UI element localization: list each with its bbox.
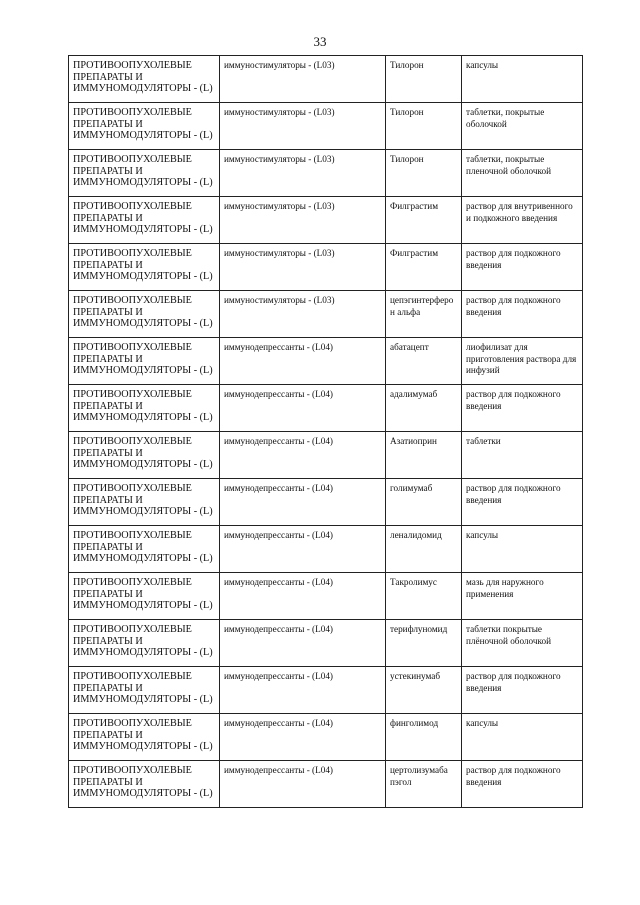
group-cell: ПРОТИВООПУХОЛЕВЫЕ ПРЕПАРАТЫ И ИММУНОМОДУЛЯТОРЫ - (L): [69, 385, 220, 432]
drug-name-cell: цертолизумаба пэгол: [386, 761, 462, 808]
drug-name-cell: голимумаб: [386, 479, 462, 526]
page-number: 33: [313, 34, 327, 49]
group-cell: ПРОТИВООПУХОЛЕВЫЕ ПРЕПАРАТЫ И ИММУНОМОДУЛЯТОРЫ - (L): [69, 432, 220, 479]
subgroup-cell: иммуностимуляторы - (L03): [220, 150, 386, 197]
table-row: [69, 244, 583, 291]
dosage-form-cell: капсулы: [462, 714, 583, 761]
group-cell: ПРОТИВООПУХОЛЕВЫЕ ПРЕПАРАТЫ И ИММУНОМОДУЛЯТОРЫ - (L): [69, 714, 220, 761]
subgroup-cell: иммуностимуляторы - (L03): [220, 56, 386, 103]
dosage-form-cell: капсулы: [462, 56, 583, 103]
dosage-form-cell: таблетки, покрытые оболочкой: [462, 103, 583, 150]
dosage-form-cell: раствор для подкожного введения: [462, 479, 583, 526]
dosage-form-cell: раствор для подкожного введения: [462, 667, 583, 714]
subgroup-cell: иммуностимуляторы - (L03): [220, 197, 386, 244]
subgroup-cell: иммунодепрессанты - (L04): [220, 385, 386, 432]
group-cell: ПРОТИВООПУХОЛЕВЫЕ ПРЕПАРАТЫ И ИММУНОМОДУЛЯТОРЫ - (L): [69, 150, 220, 197]
dosage-form-cell: капсулы: [462, 526, 583, 573]
table-row: [69, 714, 583, 761]
table-row: [69, 197, 583, 244]
subgroup-cell: иммунодепрессанты - (L04): [220, 667, 386, 714]
dosage-form-cell: раствор для подкожного введения: [462, 385, 583, 432]
table-row: [69, 667, 583, 714]
drug-name-cell: терифлуномид: [386, 620, 462, 667]
drug-name-cell: Азатиоприн: [386, 432, 462, 479]
drug-name-cell: устекинумаб: [386, 667, 462, 714]
table-row: [69, 103, 583, 150]
drug-table: [68, 55, 583, 808]
group-cell: ПРОТИВООПУХОЛЕВЫЕ ПРЕПАРАТЫ И ИММУНОМОДУЛЯТОРЫ - (L): [69, 761, 220, 808]
group-cell: ПРОТИВООПУХОЛЕВЫЕ ПРЕПАРАТЫ И ИММУНОМОДУЛЯТОРЫ - (L): [69, 338, 220, 385]
subgroup-cell: иммуностимуляторы - (L03): [220, 244, 386, 291]
table-row: [69, 526, 583, 573]
subgroup-cell: иммунодепрессанты - (L04): [220, 479, 386, 526]
group-cell: ПРОТИВООПУХОЛЕВЫЕ ПРЕПАРАТЫ И ИММУНОМОДУЛЯТОРЫ - (L): [69, 244, 220, 291]
subgroup-cell: иммунодепрессанты - (L04): [220, 338, 386, 385]
group-cell: ПРОТИВООПУХОЛЕВЫЕ ПРЕПАРАТЫ И ИММУНОМОДУЛЯТОРЫ - (L): [69, 56, 220, 103]
dosage-form-cell: раствор для внутривенного и подкожного введения: [462, 197, 583, 244]
dosage-form-cell: раствор для подкожного введения: [462, 291, 583, 338]
dosage-form-cell: таблетки: [462, 432, 583, 479]
subgroup-cell: иммунодепрессанты - (L04): [220, 620, 386, 667]
subgroup-cell: иммунодепрессанты - (L04): [220, 432, 386, 479]
drug-name-cell: финголимод: [386, 714, 462, 761]
drug-name-cell: леналидомид: [386, 526, 462, 573]
subgroup-cell: иммунодепрессанты - (L04): [220, 714, 386, 761]
dosage-form-cell: мазь для наружного применения: [462, 573, 583, 620]
group-cell: ПРОТИВООПУХОЛЕВЫЕ ПРЕПАРАТЫ И ИММУНОМОДУЛЯТОРЫ - (L): [69, 291, 220, 338]
drug-name-cell: Филграстим: [386, 197, 462, 244]
subgroup-cell: иммунодепрессанты - (L04): [220, 526, 386, 573]
table-row: [69, 620, 583, 667]
drug-name-cell: адалимумаб: [386, 385, 462, 432]
drug-name-cell: Филграстим: [386, 244, 462, 291]
table-row: [69, 479, 583, 526]
drug-name-cell: абатацепт: [386, 338, 462, 385]
table-row: [69, 761, 583, 808]
table-row: [69, 432, 583, 479]
dosage-form-cell: раствор для подкожного введения: [462, 244, 583, 291]
group-cell: ПРОТИВООПУХОЛЕВЫЕ ПРЕПАРАТЫ И ИММУНОМОДУЛЯТОРЫ - (L): [69, 620, 220, 667]
group-cell: ПРОТИВООПУХОЛЕВЫЕ ПРЕПАРАТЫ И ИММУНОМОДУЛЯТОРЫ - (L): [69, 103, 220, 150]
group-cell: ПРОТИВООПУХОЛЕВЫЕ ПРЕПАРАТЫ И ИММУНОМОДУЛЯТОРЫ - (L): [69, 667, 220, 714]
table-row: [69, 56, 583, 103]
group-cell: ПРОТИВООПУХОЛЕВЫЕ ПРЕПАРАТЫ И ИММУНОМОДУЛЯТОРЫ - (L): [69, 479, 220, 526]
table-row: [69, 573, 583, 620]
drug-name-cell: Тилорон: [386, 150, 462, 197]
table-row: [69, 385, 583, 432]
group-cell: ПРОТИВООПУХОЛЕВЫЕ ПРЕПАРАТЫ И ИММУНОМОДУЛЯТОРЫ - (L): [69, 526, 220, 573]
table-row: [69, 150, 583, 197]
subgroup-cell: иммуностимуляторы - (L03): [220, 291, 386, 338]
group-cell: ПРОТИВООПУХОЛЕВЫЕ ПРЕПАРАТЫ И ИММУНОМОДУЛЯТОРЫ - (L): [69, 197, 220, 244]
dosage-form-cell: таблетки, покрытые пленочной оболочкой: [462, 150, 583, 197]
dosage-form-cell: раствор для подкожного введения: [462, 761, 583, 808]
group-cell: ПРОТИВООПУХОЛЕВЫЕ ПРЕПАРАТЫ И ИММУНОМОДУЛЯТОРЫ - (L): [69, 573, 220, 620]
subgroup-cell: иммунодепрессанты - (L04): [220, 761, 386, 808]
drug-name-cell: Тилорон: [386, 56, 462, 103]
dosage-form-cell: таблетки покрытые плёночной оболочкой: [462, 620, 583, 667]
drug-name-cell: Такролимус: [386, 573, 462, 620]
drug-name-cell: цепэгинтерферо н альфа: [386, 291, 462, 338]
table-row: [69, 291, 583, 338]
subgroup-cell: иммунодепрессанты - (L04): [220, 573, 386, 620]
dosage-form-cell: лиофилизат для приготовления раствора для инфузий: [462, 338, 583, 385]
subgroup-cell: иммуностимуляторы - (L03): [220, 103, 386, 150]
drug-name-cell: Тилорон: [386, 103, 462, 150]
table-row: [69, 338, 583, 385]
drug-table-body: [69, 56, 583, 808]
